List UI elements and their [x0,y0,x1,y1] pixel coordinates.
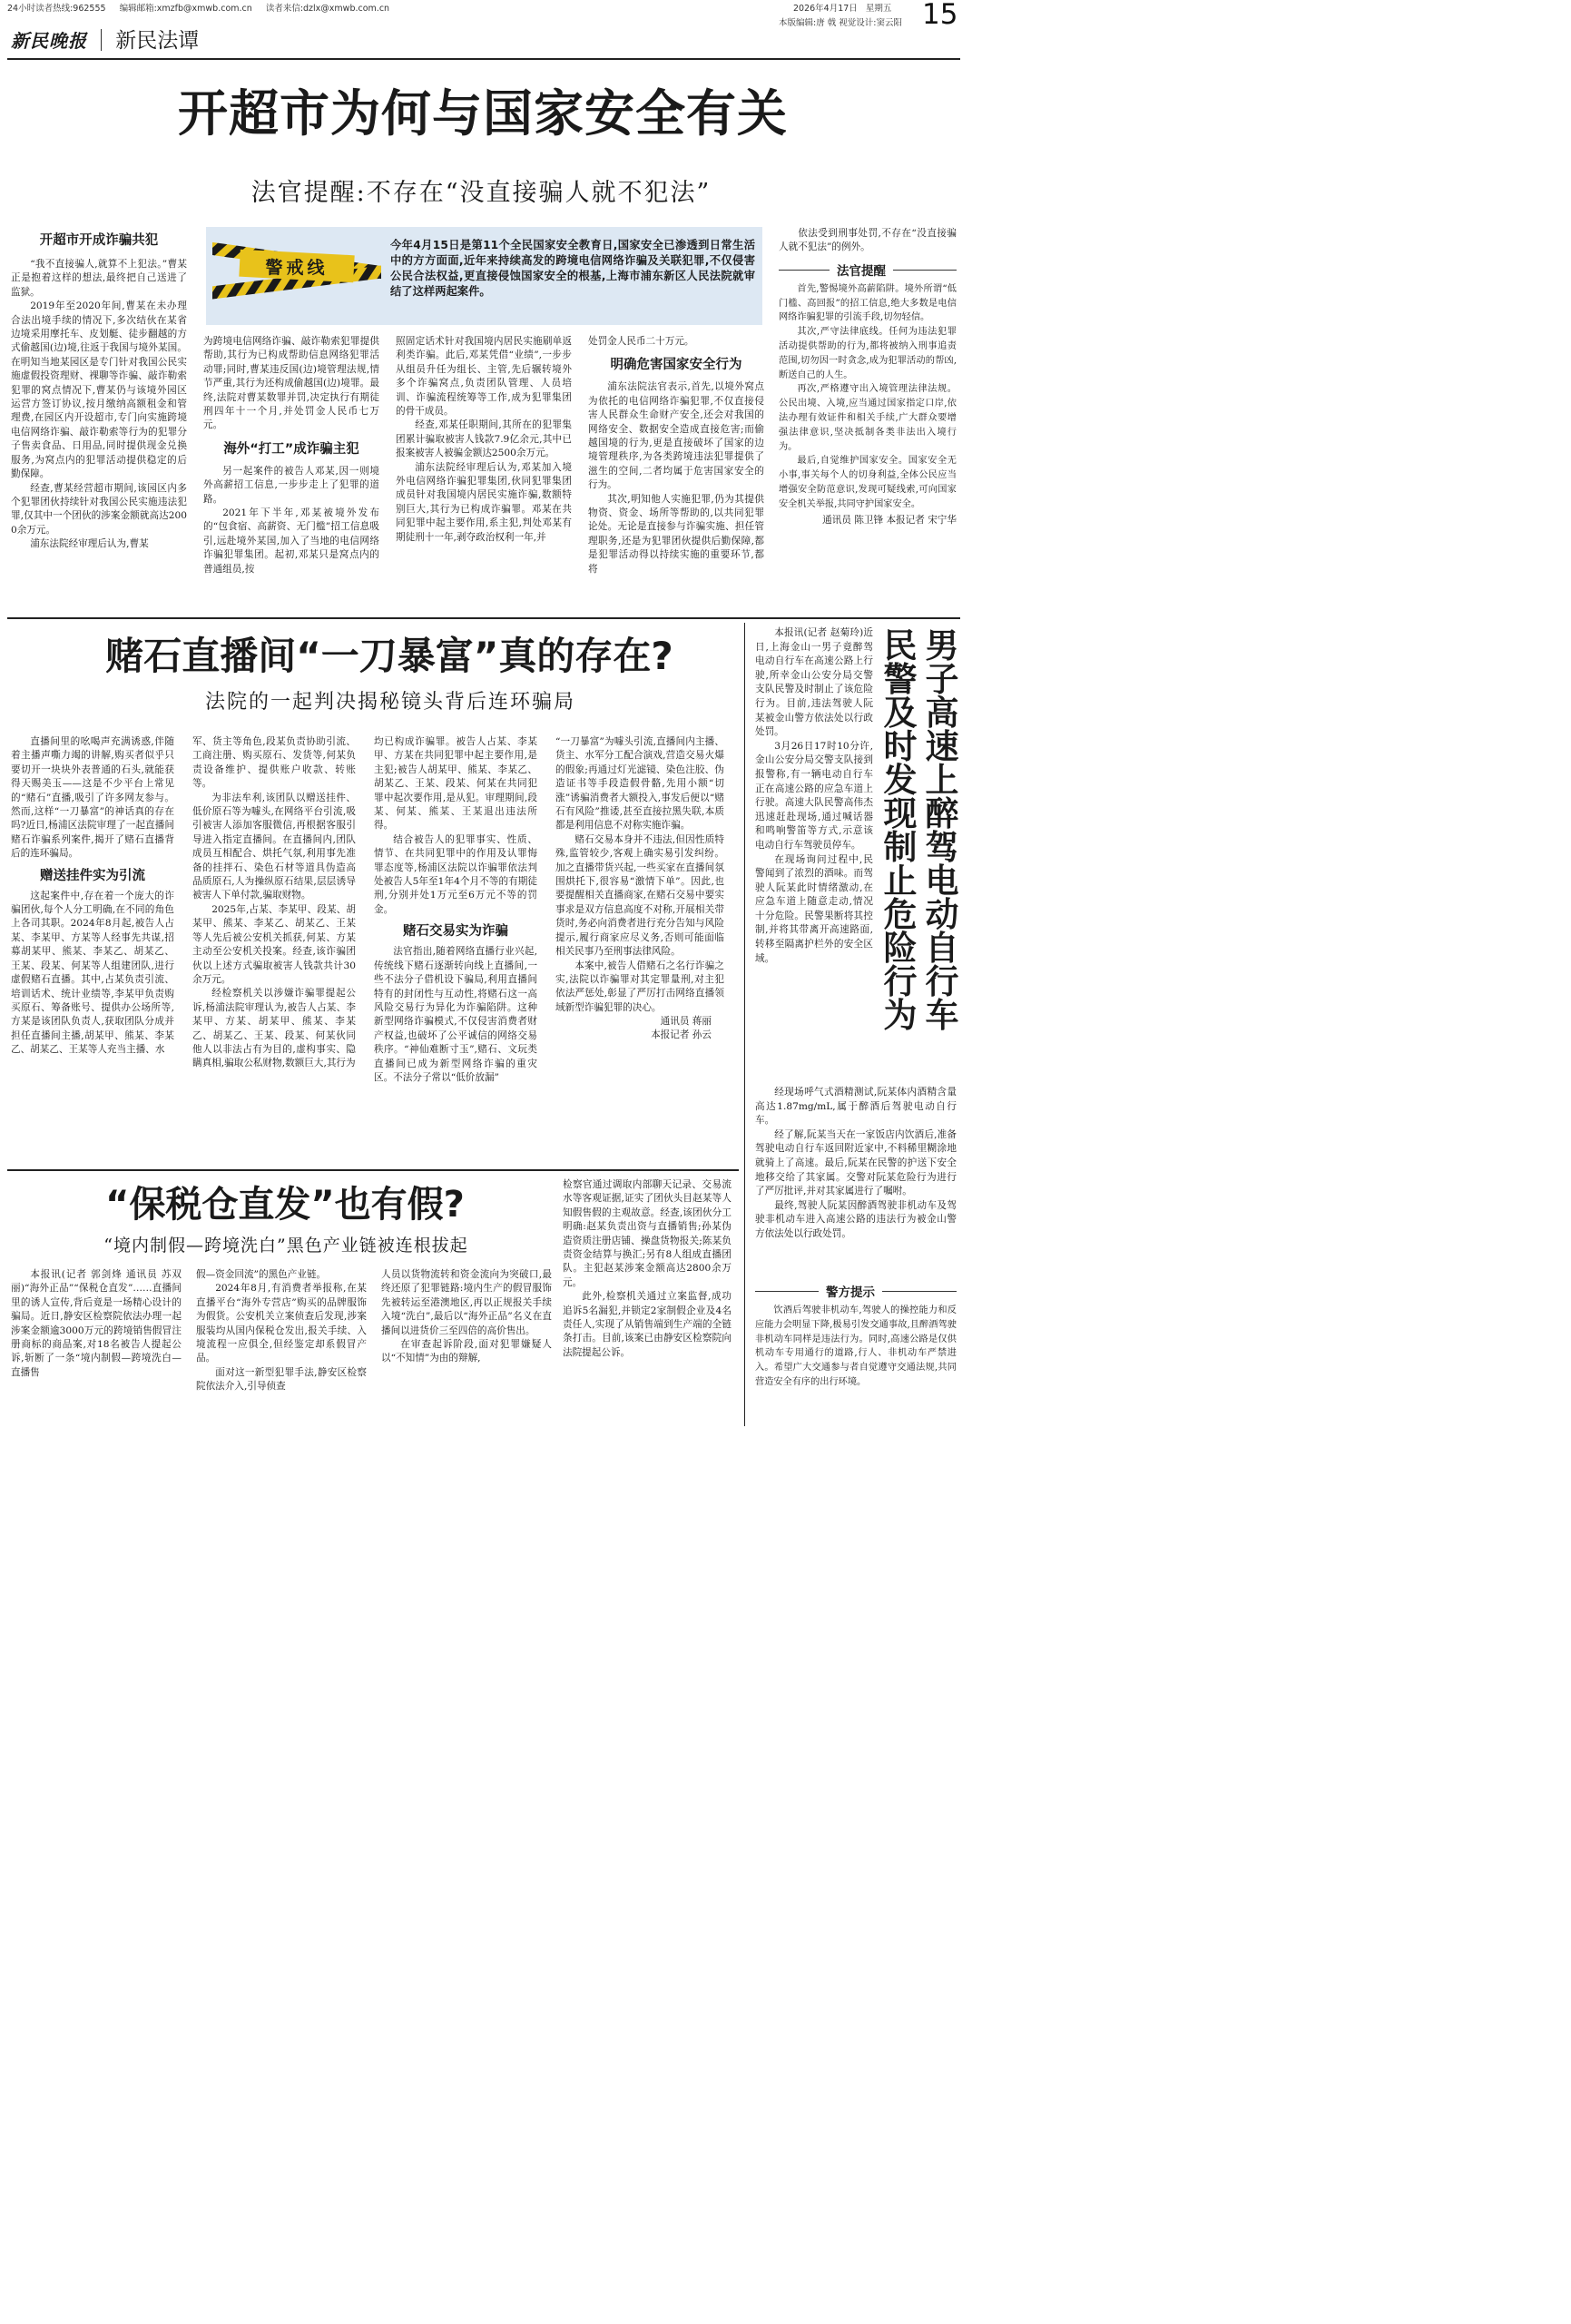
story4-body-top [755,626,873,966]
paper-logo: 新民晚报 [11,30,87,52]
story4-headline-line-1: 男子高速上醉驾电动自行车 [925,626,959,1035]
paragraph: 浦东法院法官表示,首先,以境外窝点为依托的电信网络诈骗犯罪,不仅直接侵害人民群众生命财产安全,还会对我国的网络安全、数据安全造成直接危害;而偷越国境的行为,更是直接破坏了国家的边境管理秩序,为各类跨境违法犯罪提供了滋生的空间,二者均属于危害国家安全的行为。 [588,381,764,491]
story2-bottom-rule [7,1169,739,1171]
paragraph: 另一起案件的被告人邓某,因一则境外高薪招工信息,一步步走上了犯罪的道路。 [203,465,379,505]
issue-date [793,1,891,14]
paragraph: “我不直接骗人,就算不上犯法。”曹某正是抱着这样的想法,最终把自己送进了监狱。 [11,259,187,298]
paragraph: 2025年,占某、李某甲、段某、胡某甲、熊某、李某乙、胡某乙、王某等人先后被公安机关抓获,何某、方某主动至公安机关投案。经查,该诈骗团伙以上述方式骗取被害人钱款共计30余万元。 [192,903,356,985]
story3-col4 [563,1178,731,1360]
paragraph: 经了解,阮某当天在一家饭店内饮酒后,准备驾驶电动自行车返回附近家中,不料稀里糊涂地就骑上了高速。最后,阮某在民警的护送下安全地移交给了其家属。交警对阮某危险行为进行了严厉批评,并对其家属进行了嘱咐。 [755,1128,957,1197]
paragraph: 经查,曹某经营超市期间,该园区内多个犯罪团伙持续针对我国公民实施违法犯罪,仅其中一个团伙的涉案金额就高达2000余万元。 [11,482,187,536]
story2-headline: 赌石直播间“一刀暴富”真的存在? [105,634,673,678]
banner-label: 警戒线 [265,258,329,278]
paragraph: 在现场询问过程中,民警闻到了浓烈的酒味。而驾驶人阮某此时情绪激动,在应急车道上随意走动,情况十分危险。民警果断将其控制,并将其带离开高速路面,转移至隔离护栏外的安全区域。 [755,853,873,964]
paragraph: 最终,驾驶人阮某因醉酒驾驶非机动车及驾驶非机动车进入高速公路的违法行为被金山警方依法处以行政处罚。 [755,1199,957,1239]
paragraph: 其次,明知他人实施犯罪,仍为其提供物资、资金、场所等帮助的,以共同犯罪论处。无论是直接参与诈骗实施、担任管理职务,还是为犯罪团伙提供后勤保障,都是犯罪活动得以持续实施的重要环节,都将 [588,493,764,575]
story3-col3 [381,1268,552,1366]
paragraph: 最后,自觉维护国家安全。国家安全无小事,事关每个人的切身利益,全体公民应当增强安全防范意识,发现可疑线索,可向国家安全机关举报,共同守护国家安全。 [779,456,957,509]
masthead-rule [7,58,960,60]
story1-lead: 今年4月15日是第11个全民国家安全教育日,国家安全已渗透到日常生活中的方方面面,近年来持续高发的跨境电信网络诈骗及关联犯罪,不仅侵害公民合法权益,更直接侵蚀国家安全的根基,上海市浦东新区人民法院就审结了这样两起案件。 [390,239,755,298]
story3-col1 [11,1268,182,1380]
story1-headline: 开超市为何与国家安全有关 [177,84,788,143]
paragraph: 经检察机关以涉嫌诈骗罪提起公诉,杨浦法院审理认为,被告人占某、李某甲、方某、胡某甲、熊某、李某乙、胡某乙、王某、段某、何某伙同他人以非法占有为目的,虚构事实、隐瞒真相,骗取公私财物,数额巨大,其行为 [192,988,356,1069]
section-name: 新民法谭 [115,29,200,53]
paragraph: 赌石交易本身并不违法,但因性质特殊,监管较少,客观上确实易引发纠纷。加之直播带货兴起,一些买家在直播间氛围烘托下,很容易“激情下单”。因此,也要提醒相关直播商家,在赌石交易中要实事求是双方信息高度不对称,开展相关带货时,务必向消费者进行充分告知与风险提示,履行商家应尽义务,否则可能面临相关民事乃至刑事法律风险。 [555,833,724,958]
page-editors: 本版编辑:唐 戟 视觉设计:窦云阳 [779,18,902,28]
police-tips-title: 警方提示 [819,1282,882,1300]
paragraph: 其次,严守法律底线。任何为违法犯罪活动提供帮助的行为,都将被纳入刑事追责范围,切勿因一时贪念,成为犯罪活动的帮凶,断送自己的人生。 [779,327,957,380]
paragraph: 浦东法院经审理后认为,曹某 [30,538,149,550]
paragraph: 为非法牟利,该团队以赠送挂件、低价原石等为噱头,在网络平台引流,吸引被害人添加客服微信,再根据客服引导进入指定直播间。在直播间内,团队成员互相配合、烘托气氛,利用事先准备的挂拌石、染色石材等道具伪造高品质原石,人为操纵原石结果,层层诱导被害人下单付款,骗取财物。 [192,792,356,901]
paragraph: 2019年至2020年间,曹某在未办理合法出境手续的情况下,多次结伙在某省边境采用摩托车、皮划艇、徒步翻越的方式偷越国(边)境,往返于我国与境外某国。在明知当地某园区是专门针对我国公民实施虚假投资理财、裸聊等诈骗、敲诈勒索犯罪的窝点情况下,曹某仍与该境外园区运营方签订协议,按月缴纳高额租金和管理费,在园区内开设超市,专门向实施跨境电信网络诈骗、敲诈勒索等行为的犯罪分子售卖食品、日用品,同时提供现金兑换服务,为窝点内的犯罪活动提供稳定的后勤保障。 [11,300,187,480]
story4-headline-line-2: 民警及时发现制止危险行为 [883,626,918,1035]
paragraph: 依法受到刑事处罚,不存在“没直接骗人就不犯法”的例外。 [779,228,957,253]
masthead [11,24,199,54]
paragraph: 饮酒后驾驶非机动车,驾驶人的操控能力和反应能力会明显下降,极易引发交通事故,且醉酒驾驶非机动车同样是违法行为。同时,高速公路是仅供机动车专用通行的道路,行人、非机动车严禁进入。希望广大交通参与者自觉遵守交通法规,共同营造安全有序的出行环境。 [755,1305,957,1387]
police-tips-header [755,1282,957,1300]
paragraph: 处罚金人民币二十万元。 [588,336,694,347]
page-number: 15 [922,0,958,31]
paragraph: “一刀暴富”为噱头引流,直播间内主播、货主、水军分工配合演戏,营造交易火爆的假象;再通过灯光滤镜、染色注胶、伪造证书等手段造假骨骼,先用小额“切涨”诱骗消费者大额投入,事发后便以“赌石有风险”推诿,甚至直接拉黑失联,本质都是利用信息不对称实施诈骗。 [555,736,724,832]
weekday: 星期五 [865,4,892,14]
paragraph: 经查,邓某任职期间,其所在的犯罪集团累计骗取被害人钱款7.9亿余元,其中已报案被害人被骗金额达2500余万元。 [396,419,572,459]
paragraph: 本案中,被告人借赌石之名行诈骗之实,法院以诈骗罪对其定罪量刑,对主犯依法严惩处,彰显了严厉打击网络直播领域新型诈骗犯罪的决心。 [555,960,724,1013]
paragraph: 本报讯(记者 赵菊玲)近日,上海金山一男子竟醉驾电动自行车在高速公路上行驶,所幸金山公安分局交警支队民警及时制止了该危险行为。目前,违法驾驶人阮某被金山警方依法处以行政处罚。 [755,627,873,738]
story1-col2 [203,335,379,576]
judge-tips-header [779,261,957,279]
paragraph: 假—资金回流”的黑色产业链。 [196,1269,327,1280]
story1-col1-head: 开超市开成诈骗共犯 [39,233,159,248]
story1-col4 [588,335,764,576]
paragraph: 2021年下半年,邓某被境外发布的“包食宿、高薪资、无门槛”招工信息吸引,远赴境外某国,加入了当地的电信网络诈骗犯罪集团。起初,邓某只是窝点内的普通组员,按 [203,507,379,575]
story3-col2 [196,1268,367,1394]
paragraph: 首先,警惕境外高薪陷阱。境外所谓“低门槛、高回报”的招工信息,绝大多数是电信网络诈骗犯罪的引流手段,切勿轻信。 [779,283,957,323]
editor-email: 编辑邮箱:xmzfb@xmwb.com.cn [119,4,252,14]
paragraph: 在审查起诉阶段,面对犯罪嫌疑人以“不知情”为由的辩解, [381,1339,552,1364]
story4-headline [879,626,966,1074]
paragraph: 均已构成诈骗罪。被告人占某、李某甲、方某在共同犯罪中起主要作用,是主犯;被告人胡某甲、熊某、李某乙、胡某乙、王某、段某、何某在共同犯罪中起次要作用,是从犯。审理期间,段某、何某、熊某、王某退出违法所得。 [374,736,537,832]
paragraph: 面对这一新型犯罪手法,静安区检察院依法介入,引导侦查 [196,1366,367,1393]
story2-byline-2: 本报记者 孙云 [651,1029,712,1041]
paragraph: 本报讯(记者 郭剑烽 通讯员 苏双丽)“海外正品”“保税仓直发”……直播间里的诱人宣传,背后竟是一场精心设计的骗局。近日,静安区检察院依法办理一起涉案金额逾3000万元的跨境销售假冒注册商标的商品案,对18名被告人提起公诉,斩断了一条“境内制假—跨境洗白—直播售 [11,1269,182,1378]
story1-subhead: 法官提醒:不存在“没直接骗人就不犯法” [250,179,712,207]
paragraph: 为跨境电信网络诈骗、敲诈勒索犯罪提供帮助,其行为已构成帮助信息网络犯罪活动罪;同时,曹某违反国(边)境管理法规,情节严重,其行为还构成偷越国(边)境罪。最终,法院对曹某数罪并罚,决定执行有期徒刑四年十一个月,并处罚金人民币七万元。 [203,336,379,431]
story2-byline-1: 通讯员 蒋丽 [660,1016,712,1028]
story2-col1 [11,735,174,1058]
story1-byline: 通讯员 陈卫锋 本报记者 宋宁华 [822,514,957,526]
paragraph: 法官指出,随着网络直播行业兴起,传统线下赌石逐渐转向线上直播间,一些不法分子借机设下骗局,利用直播间特有的封闭性与互动性,将赌石这一高风险交易行为异化为诈骗陷阱。这种新型网络诈骗模式,不仅侵害消费者财产权益,也破坏了公平诚信的网络交易秩序。“神仙难断寸玉”,赌石、文玩类直播间已成为新型网络诈骗的重灾区。不法分子常以“低价放漏” [374,946,537,1083]
judge-tips-title: 法官提醒 [830,261,893,279]
story2-col3-head: 赌石交易实为诈骗 [403,924,508,940]
paragraph: 浦东法院经审理后认为,邓某加入境外电信网络诈骗犯罪集团,伙同犯罪集团成员针对我国境内居民实施诈骗,数额特别巨大,其行为已构成诈骗罪。邓某在共同犯罪中起主要作用,系主犯,判处邓某有期徒刑十一年,剥夺政治权利一年,并 [396,461,572,543]
paragraph: 结合被告人的犯罪事实、性质、情节、在共同犯罪中的作用及认罪悔罪态度等,杨浦区法院以诈骗罪依法判处被告人5年至1年4个月不等的有期徒刑,分别并处1万元至6万元不等的罚金。 [374,833,537,915]
story1-col2-head: 海外“打工”成诈骗主犯 [223,441,359,457]
story1-col5 [779,227,957,527]
story2-col1-head: 赠送挂件实为引流 [40,868,145,883]
paragraph: 照固定话术针对我国境内居民实施刷单返利类诈骗。此后,邓某凭借“业绩”,一步步从组员升任为组长、主管,先后辗转境外多个诈骗窝点,负责团队管理、人员培训、诈骗流程统筹等工作,成为犯罪集团的骨干成员。 [396,336,572,418]
story1-col3 [396,335,572,545]
paragraph: 人员以货物流转和资金流向为突破口,最终还原了犯罪链路:境内生产的假冒服饰先被转运至港澳地区,再以正规报关手续入境“洗白”,最后以“海外正品”名义在直播间以进货价三至四倍的高价售出。 [381,1269,552,1336]
story1-bottom-rule [7,617,960,619]
paragraph: 此外,检察机关通过立案监督,成功追诉5名漏犯,并锁定2家制假企业及4名责任人,实现了从销售端到生产端的全链条打击。目前,该案已由静安区检察院向法院提起公诉。 [563,1291,731,1358]
paragraph: 3月26日17时10分许,金山公安分局交警支队接到报警称,有一辆电动自行车正在高速公路的应急车道上行驶。高速大队民警高伟杰迅速赶赴现场,通过喊话器和鸣响警笛等方式,示意该电动自行车驾驶员停车。 [755,740,873,851]
masthead-divider [101,29,102,51]
paragraph: 经现场呼气式酒精测试,阮某体内酒精含量高达1.87mg/mL,属于醉酒后驾驶电动自行车。 [755,1087,957,1127]
hotline: 24小时读者热线:962555 [7,4,106,14]
reader-letters: 读者来信:dzlx@xmwb.com.cn [265,4,390,14]
story1-col1-body [11,258,187,552]
story2-col3 [374,735,537,1085]
story4-body-bottom [755,1086,957,1242]
story2-col4 [555,735,724,1042]
story1-col1 [11,232,187,552]
date: 2026年4月17日 [793,4,858,14]
story3-headline: “保税仓直发”也有假? [105,1184,465,1226]
story4-left-rule [744,623,745,1426]
paragraph: 直播间里的吆喝声充满诱惑,伴随着主播声嘶力竭的讲解,购买者似乎只要切开一块块外表普通的石头,就能获得天赐美玉——这是不少平台上常见的“赌石”直播,吸引了许多网友参与。然而,这样“一刀暴富”的神话真的存在吗?近日,杨浦区法院审理了一起直播间赌石诈骗系列案件,揭开了赌石直播背后的连环骗局。 [11,736,174,860]
police-tips-body [755,1304,957,1390]
story3-subhead: “境内制假—跨境洗白”黑色产业链被连根拔起 [103,1236,468,1256]
story2-col2 [192,735,356,1071]
story2-subhead: 法院的一起判决揭秘镜头背后连环骗局 [204,691,575,714]
paragraph: 2024年8月,有消费者举报称,在某直播平台“海外专营店”购买的品牌服饰为假货。公安机关立案侦查后发现,涉案服装均从国内保税仓发出,报关手续、入境流程一应俱全,但经鉴定却系假冒产品。 [196,1283,367,1364]
paragraph: 这起案件中,存在着一个庞大的诈骗团伙,每个人分工明确,在不同的角色上各司其职。2024年8月起,被告人占某、李某甲、方某等人经事先共谋,招募胡某甲、熊某、李某乙、胡某乙、王某、段某、何某等人组建团队,进行虚假赌石直播。其中,占某负责引流、培训话术、统计业绩等,李某甲负责购买原石、筹备账号、提供办公场所等,方某是该团队负责人,获取团队分成并担任直播间主播,胡某甲、熊某、李某乙、胡某乙、王某等人充当主播、水 [11,890,174,1056]
paragraph: 再次,严格遵守出入境管理法律法规。公民出境、入境,应当通过国家指定口岸,依法办理有效证件和相关手续,广大群众要增强法律意识,坚决抵制各类非法出入境行为。 [779,384,957,452]
paragraph: 军、货主等角色,段某负责协助引流、工商注册、购买原石、发货等,何某负责设备维护、提供账户收款、转账等。 [192,736,356,790]
story1-col4-head: 明确危害国家安全行为 [610,358,742,373]
paragraph: 检察官通过调取内部聊天记录、交易流水等客观证据,证实了团伙头目赵某等人知假售假的主观故意。经查,该团伙分工明确:赵某负责出资与直播销售;孙某伪造资质注册店铺、操盘货物报关;陈某负责资金结算与换汇;另有8人组成直播团队。主犯赵某涉案金额高达2800余万元。 [563,1179,731,1288]
